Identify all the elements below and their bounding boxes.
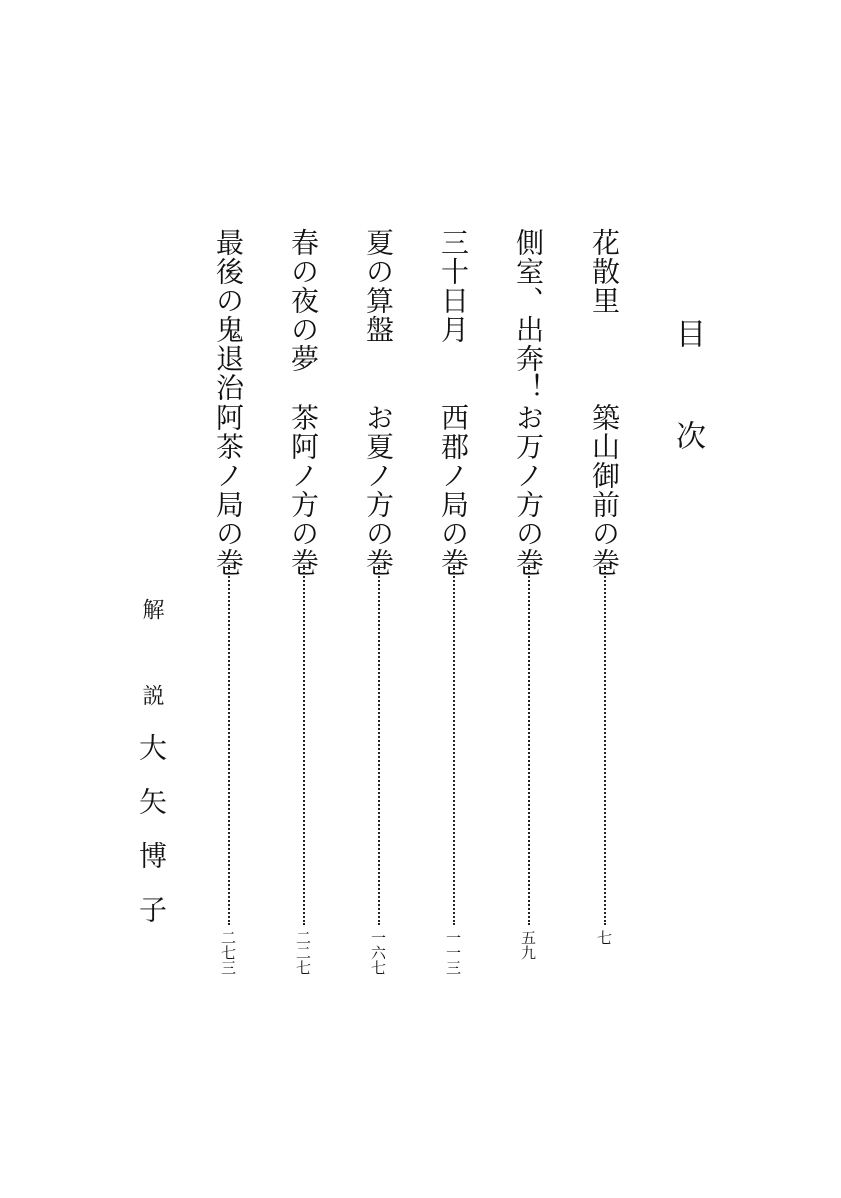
toc-entry-page[interactable]: 一六七 [369, 930, 387, 975]
toc-entry-page[interactable]: 五九 [519, 930, 537, 960]
dot-leader [528, 565, 530, 925]
toc-entry-title[interactable]: 花散里 [588, 228, 621, 315]
toc-entry-subtitle[interactable]: お万ノ方の巻 [512, 403, 545, 577]
dot-leader [453, 565, 455, 925]
toc-entry-title[interactable]: 三十日月 [437, 228, 470, 344]
toc-entry-page[interactable]: 二二七 [294, 930, 312, 975]
toc-entry-page[interactable]: 七 [595, 930, 613, 945]
toc-entry-title[interactable]: 春の夜の夢 [287, 228, 320, 373]
toc-entry-subtitle[interactable]: 築山御前の巻 [588, 403, 621, 577]
dot-leader [604, 565, 606, 925]
toc-entry-title[interactable]: 夏の算盤 [362, 228, 395, 344]
toc-heading: 目次 [670, 318, 705, 522]
commentary-author: 大矢博子 [135, 733, 168, 949]
dot-leader [303, 565, 305, 925]
toc-entry-subtitle[interactable]: お夏ノ方の巻 [362, 403, 395, 577]
dot-leader [228, 565, 230, 925]
toc-entry-title[interactable]: 最後の鬼退治 [212, 228, 245, 402]
toc-entry-page[interactable]: 一一三 [444, 930, 462, 975]
toc-entry-subtitle[interactable]: 西郡ノ局の巻 [437, 403, 470, 577]
toc-entry-subtitle[interactable]: 阿茶ノ局の巻 [212, 403, 245, 577]
dot-leader [378, 565, 380, 925]
toc-entry-subtitle[interactable]: 茶阿ノ方の巻 [287, 403, 320, 577]
commentary-label[interactable]: 解説 [139, 598, 164, 770]
toc-entry-page[interactable]: 二七三 [219, 930, 237, 975]
toc-entry-title[interactable]: 側室、出奔！ [512, 228, 545, 402]
